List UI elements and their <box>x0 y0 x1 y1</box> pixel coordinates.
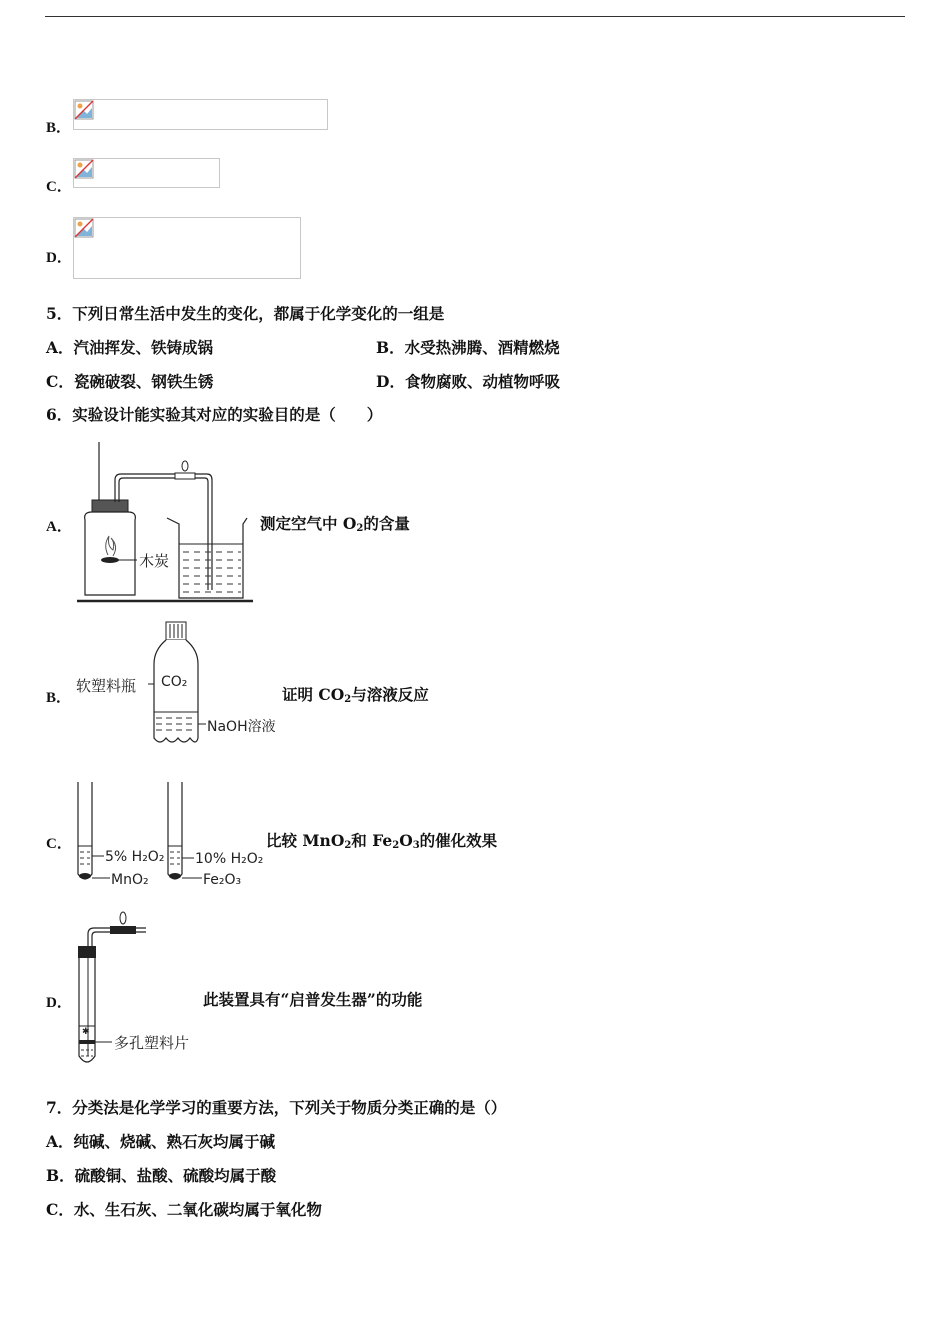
q5-option-a: A．汽油挥发、铁铸成锅 <box>46 338 214 357</box>
q6-c-text-mid2: O <box>399 831 413 850</box>
q5-option-d: D．食物腐败、动植物呼吸 <box>376 372 560 391</box>
q6-b-text <box>282 685 429 710</box>
broken-image-icon <box>74 159 94 179</box>
q6-a-apparatus <box>75 440 257 606</box>
q6-b-label: B． <box>46 690 72 706</box>
q5-option-b: B．水受热沸腾、酒精燃烧 <box>376 338 560 357</box>
q6-stem: 6．实验设计能实验其对应的实验目的是（ ） <box>46 405 383 424</box>
q7-option-c: C．水、生石灰、二氧化碳均属于氧化物 <box>46 1200 322 1219</box>
q7-option-b: B．硫酸铜、盐酸、硫酸均属于酸 <box>46 1166 277 1185</box>
q6-b-bottle-label: 软塑料瓶 <box>76 677 137 695</box>
q6-c-sub3: 3 <box>412 840 420 851</box>
broken-image-icon <box>74 218 94 238</box>
q6-c-sub2: 2 <box>392 840 400 851</box>
q6-c-text-mid: 和 Fe <box>351 831 393 850</box>
option-c-image <box>73 158 220 188</box>
q6-c-text-post: 的催化效果 <box>419 831 498 850</box>
q6-d-apparatus <box>74 910 214 1070</box>
q6-a-text-post: 的含量 <box>363 514 410 533</box>
q6-c-apparatus <box>74 778 269 890</box>
q6-a-label: A． <box>46 519 72 535</box>
q6-b-apparatus <box>74 620 289 752</box>
q6-d-text: 此装置具有“启普发生器”的功能 <box>203 990 423 1009</box>
q6-d-label: D． <box>46 995 72 1011</box>
option-b-image <box>73 99 328 130</box>
broken-image-icon <box>74 100 94 120</box>
q6-c-label: C． <box>46 836 72 852</box>
svg-text:✱: ✱ <box>82 1027 90 1037</box>
option-b-label: B． <box>46 120 72 136</box>
option-c-label: C． <box>46 179 72 195</box>
q6-c-left-liquid: 5% H₂O₂ <box>105 849 165 865</box>
header-rule <box>45 16 905 17</box>
option-d-label: D． <box>46 250 72 266</box>
q7-stem: 7．分类法是化学学习的重要方法，下列关于物质分类正确的是（） <box>46 1098 507 1117</box>
q6-b-sub: 2 <box>344 694 352 705</box>
q6-c-left-solid: MnO₂ <box>111 872 149 888</box>
q6-a-charcoal-label: 木炭 <box>139 552 170 570</box>
q6-a-sub: 2 <box>356 523 364 534</box>
q5-option-c: C．瓷碗破裂、钢铁生锈 <box>46 372 214 391</box>
q6-b-gas-label: CO₂ <box>161 674 188 690</box>
q7-option-a: A．纯碱、烧碱、熟石灰均属于碱 <box>46 1132 276 1151</box>
q6-c-text-pre: 比较 MnO <box>266 831 345 850</box>
q6-a-text-pre: 测定空气中 O <box>260 514 357 533</box>
q6-a-text <box>260 514 410 539</box>
option-d-image <box>73 217 301 279</box>
q6-b-text-pre: 证明 CO <box>282 685 345 704</box>
q6-c-sub1: 2 <box>344 840 352 851</box>
q6-b-text-post: 与溶液反应 <box>351 685 429 704</box>
q6-b-liquid-label: NaOH溶液 <box>207 719 276 735</box>
q6-c-right-liquid: 10% H₂O₂ <box>195 851 264 867</box>
q5-stem: 5．下列日常生活中发生的变化，都属于化学变化的一组是 <box>46 304 445 323</box>
q6-d-plate-label: 多孔塑料片 <box>114 1034 190 1052</box>
q6-c-right-solid: Fe₂O₃ <box>203 872 242 888</box>
q6-c-text <box>266 831 497 856</box>
